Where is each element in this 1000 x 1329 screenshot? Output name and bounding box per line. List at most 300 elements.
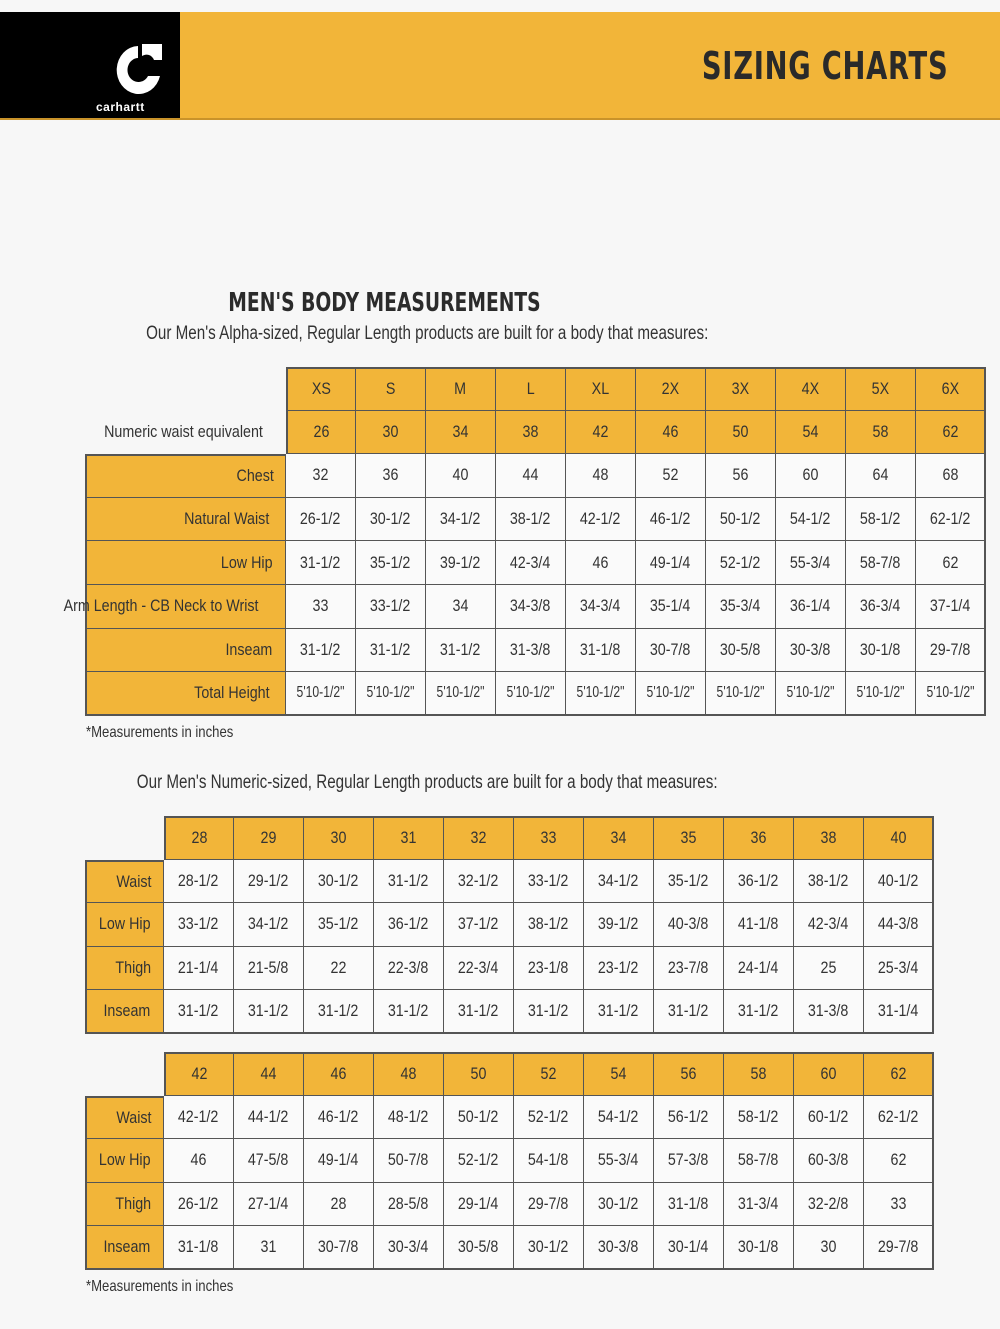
table-cell-text: 31-1/2 <box>458 1001 499 1021</box>
table-cell <box>164 1139 234 1183</box>
table-cell <box>234 1226 304 1270</box>
table-cell <box>374 860 444 904</box>
table-cell-text: 62-1/2 <box>929 509 971 529</box>
size-header-text: 33 <box>540 828 557 848</box>
table-cell <box>776 541 846 585</box>
table-cell-text: 21-1/4 <box>178 958 219 978</box>
size-header-text: 3X <box>731 379 750 399</box>
numeric-subtitle: Our Men's Numeric-sized, Regular Length products are built for a body that measures: <box>136 772 718 793</box>
table-cell <box>706 498 776 542</box>
row-label-text: Thigh <box>115 1194 152 1214</box>
table-cell <box>724 1183 794 1227</box>
table-cell-text: 46-1/2 <box>650 509 691 529</box>
table-cell-text: 39-1/2 <box>598 914 639 934</box>
table-cell <box>654 990 724 1034</box>
table-cell-text: 58-7/8 <box>860 552 901 572</box>
row-label <box>85 947 164 991</box>
table-cell <box>584 990 654 1034</box>
table-cell-text: 54-1/2 <box>598 1106 639 1126</box>
numeric-size-table-1 <box>85 816 934 1034</box>
table-cell-text: 36-1/4 <box>790 596 831 616</box>
table-cell-text: 40-1/2 <box>877 870 919 890</box>
table-cell <box>636 672 706 716</box>
table-cell-text: 44-3/8 <box>877 914 919 934</box>
table-cell-text: 30-3/4 <box>388 1237 429 1257</box>
row-label <box>85 1096 164 1140</box>
table-cell <box>496 454 566 498</box>
table-cell <box>846 629 916 673</box>
table-cell-text: 29-7/8 <box>528 1194 569 1214</box>
waist-equivalent-value <box>916 411 986 455</box>
table-cell-text: 21-5/8 <box>248 958 289 978</box>
waist-equivalent-value <box>566 411 636 455</box>
table-cell <box>724 1096 794 1140</box>
carhartt-c-icon <box>112 40 164 98</box>
table-cell-text: 60-1/2 <box>808 1106 849 1126</box>
table-corner <box>85 367 286 411</box>
table-cell <box>706 629 776 673</box>
table-cell-text: 31 <box>260 1237 277 1257</box>
table-cell <box>654 947 724 991</box>
table-cell <box>374 1139 444 1183</box>
table-cell-text: 34 <box>452 596 469 616</box>
table-cell <box>654 903 724 947</box>
table-cell <box>794 903 864 947</box>
table-cell <box>444 903 514 947</box>
size-header <box>846 367 916 411</box>
table-cell-text: 31-1/2 <box>598 1001 639 1021</box>
table-cell-text: 44-1/2 <box>248 1106 289 1126</box>
page-title: SIZING CHARTS <box>701 44 948 88</box>
table-cell-text: 31-1/2 <box>318 1001 359 1021</box>
table-cell <box>234 990 304 1034</box>
table-cell <box>706 672 776 716</box>
table-cell <box>164 947 234 991</box>
waist-equivalent-value <box>776 411 846 455</box>
table-cell <box>566 541 636 585</box>
row-label-text: Natural Waist <box>183 509 269 529</box>
waist-equivalent-value <box>496 411 566 455</box>
table-cell <box>356 672 426 716</box>
table-cell-text: 50-1/2 <box>720 509 761 529</box>
table-cell-text: 42-1/2 <box>178 1106 219 1126</box>
row-label <box>85 990 164 1034</box>
table-cell <box>496 541 566 585</box>
table-cell-text: 30-1/2 <box>318 870 359 890</box>
size-header-text: 28 <box>191 828 208 848</box>
table-cell <box>864 1226 934 1270</box>
table-cell-text: 33-1/2 <box>178 914 219 934</box>
table-cell <box>234 1139 304 1183</box>
table-cell <box>444 1139 514 1183</box>
table-cell-text: 26-1/2 <box>300 509 341 529</box>
table-cell-text: 46 <box>592 552 609 572</box>
waist-equivalent-value <box>846 411 916 455</box>
table-cell <box>846 454 916 498</box>
table-cell <box>636 585 706 629</box>
table-cell <box>234 860 304 904</box>
table-cell-text: 31-3/8 <box>510 639 551 659</box>
row-label-text: Low Hip <box>220 552 273 572</box>
table-cell-text: 5'10-1/2" <box>646 683 695 701</box>
table-cell-text: 36-3/4 <box>860 596 901 616</box>
waist-equivalent-value <box>706 411 776 455</box>
table-cell <box>794 1096 864 1140</box>
size-header <box>234 816 304 860</box>
table-cell <box>426 541 496 585</box>
table-cell <box>916 629 986 673</box>
table-cell-text: 33 <box>890 1194 906 1214</box>
table-cell-text: 46 <box>190 1150 207 1170</box>
size-header <box>304 816 374 860</box>
size-header <box>514 816 584 860</box>
size-header-text: 38 <box>820 828 837 848</box>
size-header-text: 62 <box>890 1064 906 1084</box>
table-cell-text: 30-1/8 <box>738 1237 779 1257</box>
table-cell <box>496 498 566 542</box>
table-cell-text: 38-1/2 <box>808 870 849 890</box>
row-label-text: Low Hip <box>98 914 151 934</box>
table-cell-text: 30 <box>820 1237 837 1257</box>
table-cell-text: 32-1/2 <box>458 870 499 890</box>
table-cell-text: 37-1/4 <box>929 596 971 616</box>
table-cell <box>234 1183 304 1227</box>
table-cell <box>636 541 706 585</box>
table-cell-text: 33-1/2 <box>528 870 569 890</box>
table-cell <box>794 1183 864 1227</box>
table-cell-text: 49-1/4 <box>318 1150 359 1170</box>
table-cell <box>864 903 934 947</box>
table-cell <box>426 629 496 673</box>
table-cell <box>234 1096 304 1140</box>
table-cell-text: 31-1/8 <box>178 1237 219 1257</box>
table-cell-text: 37-1/2 <box>458 914 499 934</box>
table-cell <box>356 498 426 542</box>
size-header <box>514 1052 584 1096</box>
table-cell-text: 31-1/2 <box>370 639 411 659</box>
table-cell-text: 35-1/4 <box>650 596 691 616</box>
table-cell-text: 5'10-1/2" <box>716 683 765 701</box>
table-cell <box>426 585 496 629</box>
table-cell-text: 22-3/8 <box>388 958 429 978</box>
table-cell <box>286 454 356 498</box>
waist-equivalent-label-text: Numeric waist equivalent <box>104 422 263 442</box>
section-title: MEN'S BODY MEASUREMENTS <box>228 288 541 318</box>
size-header-text: 2X <box>661 379 680 399</box>
table-cell-text: 50-7/8 <box>388 1150 429 1170</box>
table-cell <box>164 903 234 947</box>
table-cell-text: 54-1/8 <box>528 1150 569 1170</box>
size-header <box>426 367 496 411</box>
table-corner <box>85 816 164 860</box>
waist-equivalent-value-text: 26 <box>313 421 330 441</box>
size-header-text: M <box>454 379 467 399</box>
table-cell <box>864 860 934 904</box>
table-cell-text: 34-1/2 <box>440 509 481 529</box>
table-cell <box>864 947 934 991</box>
table-cell <box>304 1096 374 1140</box>
table-cell <box>706 454 776 498</box>
table-cell <box>916 454 986 498</box>
table-cell <box>304 1139 374 1183</box>
table-cell <box>794 860 864 904</box>
table-cell <box>584 1183 654 1227</box>
size-header-text: 50 <box>470 1064 487 1084</box>
table-cell-text: 58-7/8 <box>738 1150 779 1170</box>
table-cell <box>654 1183 724 1227</box>
table-cell <box>514 1226 584 1270</box>
table-cell <box>584 947 654 991</box>
table-cell-text: 31-1/8 <box>580 639 621 659</box>
size-header-text: 4X <box>801 379 820 399</box>
table-cell <box>864 990 934 1034</box>
table-cell-text: 30-7/8 <box>318 1237 359 1257</box>
table-cell-text: 23-1/8 <box>528 958 569 978</box>
alpha-size-table <box>63 367 986 716</box>
size-header-text: 60 <box>820 1064 837 1084</box>
table-cell <box>636 498 706 542</box>
table-cell <box>566 672 636 716</box>
table-cell <box>304 903 374 947</box>
table-cell <box>846 585 916 629</box>
row-label-text: Waist <box>116 871 152 891</box>
table-cell <box>374 1226 444 1270</box>
size-header <box>636 367 706 411</box>
table-cell-text: 49-1/4 <box>650 552 691 572</box>
table-cell <box>566 585 636 629</box>
table-cell <box>514 1096 584 1140</box>
size-header <box>164 1052 234 1096</box>
row-label-text: Arm Length - CB Neck to Wrist <box>63 596 259 616</box>
table-cell-text: 28-1/2 <box>178 870 219 890</box>
table-cell <box>916 672 986 716</box>
size-header <box>304 1052 374 1096</box>
brand-logo[interactable] <box>0 12 180 118</box>
table-cell-text: 32 <box>312 465 329 485</box>
table-cell <box>444 1226 514 1270</box>
table-cell-text: 56 <box>732 465 749 485</box>
table-cell-text: 29-7/8 <box>877 1237 919 1257</box>
size-header-text: 34 <box>610 828 627 848</box>
table-cell-text: 52-1/2 <box>458 1150 499 1170</box>
size-header <box>706 367 776 411</box>
table-cell-text: 36-1/2 <box>738 870 779 890</box>
table-cell-text: 57-3/8 <box>668 1150 709 1170</box>
table-cell <box>304 990 374 1034</box>
size-header-text: 32 <box>470 828 487 848</box>
table-cell <box>234 947 304 991</box>
table-cell-text: 30-7/8 <box>650 639 691 659</box>
size-header <box>234 1052 304 1096</box>
table-cell <box>304 1226 374 1270</box>
table-cell <box>374 1183 444 1227</box>
table-cell <box>426 498 496 542</box>
table-cell <box>636 629 706 673</box>
alpha-subtitle: Our Men's Alpha-sized, Regular Length products are built for a body that measures: <box>146 323 709 344</box>
table-cell-text: 68 <box>942 465 958 485</box>
size-header-text: 6X <box>941 379 959 399</box>
table-cell-text: 36 <box>382 465 399 485</box>
table-cell <box>584 1096 654 1140</box>
size-header <box>444 1052 514 1096</box>
table-cell-text: 35-1/2 <box>370 552 411 572</box>
table-cell <box>444 860 514 904</box>
table-cell <box>794 990 864 1034</box>
table-cell <box>654 1139 724 1183</box>
size-header <box>356 367 426 411</box>
size-header <box>654 816 724 860</box>
numeric-size-table-2 <box>85 1052 934 1270</box>
size-header-text: 48 <box>400 1064 417 1084</box>
table-cell <box>654 860 724 904</box>
table-cell <box>356 629 426 673</box>
table-cell <box>514 903 584 947</box>
size-header <box>584 1052 654 1096</box>
table-cell-text: 30-5/8 <box>720 639 761 659</box>
row-label-text: Chest <box>236 466 274 486</box>
table-cell <box>584 903 654 947</box>
table-cell <box>724 947 794 991</box>
table-cell-text: 5'10-1/2" <box>436 683 485 701</box>
table-cell <box>374 903 444 947</box>
table-cell-text: 5'10-1/2" <box>366 683 415 701</box>
size-header-text: 35 <box>680 828 697 848</box>
row-label <box>85 629 286 673</box>
size-header-text: S <box>385 379 396 399</box>
table-cell-text: 31-3/8 <box>808 1001 849 1021</box>
size-header <box>776 367 846 411</box>
size-header <box>286 367 356 411</box>
table-cell <box>846 672 916 716</box>
table-cell-text: 40-3/8 <box>668 914 709 934</box>
table-cell-text: 38-1/2 <box>510 509 551 529</box>
table-cell-text: 62-1/2 <box>877 1106 919 1126</box>
size-header <box>864 816 934 860</box>
table-cell <box>584 860 654 904</box>
table-cell-text: 52 <box>662 465 679 485</box>
table-cell-text: 34-3/4 <box>580 596 621 616</box>
size-header <box>654 1052 724 1096</box>
size-header <box>374 816 444 860</box>
table-cell-text: 50-1/2 <box>458 1106 499 1126</box>
table-cell-text: 48 <box>592 465 609 485</box>
table-cell-text: 30-1/4 <box>668 1237 709 1257</box>
table-cell-text: 31-1/2 <box>248 1001 289 1021</box>
row-label-text: Low Hip <box>98 1150 151 1170</box>
table-cell <box>374 990 444 1034</box>
table-cell <box>566 454 636 498</box>
table-cell-text: 30-3/8 <box>598 1237 639 1257</box>
table-cell <box>496 585 566 629</box>
table-cell <box>584 1139 654 1183</box>
waist-equivalent-value-text: 58 <box>872 421 889 441</box>
table-corner <box>85 1052 164 1096</box>
table-cell-text: 54-1/2 <box>790 509 831 529</box>
table-cell <box>304 947 374 991</box>
table-cell-text: 64 <box>872 465 889 485</box>
table-cell-text: 5'10-1/2" <box>506 683 555 701</box>
table-cell <box>444 1183 514 1227</box>
table-cell-text: 47-5/8 <box>248 1150 289 1170</box>
table-cell-text: 28 <box>330 1194 347 1214</box>
size-header <box>724 816 794 860</box>
row-label-text: Waist <box>116 1107 152 1127</box>
table-cell <box>374 947 444 991</box>
table-cell <box>724 860 794 904</box>
size-header-text: 54 <box>610 1064 627 1084</box>
table-cell-text: 27-1/4 <box>248 1194 289 1214</box>
table-cell-text: 44 <box>522 465 539 485</box>
size-header-text: 56 <box>680 1064 697 1084</box>
table-cell <box>426 454 496 498</box>
row-label <box>85 454 286 498</box>
table-cell-text: 39-1/2 <box>440 552 481 572</box>
table-cell-text: 56-1/2 <box>668 1106 709 1126</box>
table-cell <box>776 585 846 629</box>
size-header-text: 46 <box>330 1064 347 1084</box>
size-header <box>864 1052 934 1096</box>
table-cell-text: 31-1/2 <box>388 870 429 890</box>
table-cell-text: 31-1/2 <box>440 639 481 659</box>
table-cell-text: 32-2/8 <box>808 1194 849 1214</box>
table-cell <box>356 454 426 498</box>
table-cell-text: 42-3/4 <box>808 914 849 934</box>
size-header <box>794 816 864 860</box>
table-cell <box>794 1139 864 1183</box>
table-cell <box>724 1226 794 1270</box>
table-cell-text: 33-1/2 <box>370 596 411 616</box>
table-cell-text: 31-1/2 <box>178 1001 219 1021</box>
table-cell-text: 62 <box>890 1150 906 1170</box>
size-header <box>916 367 986 411</box>
table-cell-text: 30-5/8 <box>458 1237 499 1257</box>
table-cell-text: 33 <box>312 596 329 616</box>
waist-equivalent-value <box>636 411 706 455</box>
table-cell-text: 5'10-1/2" <box>786 683 835 701</box>
table-cell-text: 46-1/2 <box>318 1106 359 1126</box>
size-header-text: 44 <box>260 1064 277 1084</box>
table-cell-text: 48-1/2 <box>388 1106 429 1126</box>
size-header-text: 30 <box>330 828 347 848</box>
table-cell <box>706 541 776 585</box>
table-cell-text: 25-3/4 <box>877 958 919 978</box>
table-cell-text: 5'10-1/2" <box>856 683 905 701</box>
table-cell-text: 31-3/4 <box>738 1194 779 1214</box>
waist-equivalent-value-text: 30 <box>382 421 399 441</box>
measurement-note: *Measurements in inches <box>86 724 234 741</box>
table-cell <box>426 672 496 716</box>
size-header <box>584 816 654 860</box>
table-cell-text: 60-3/8 <box>808 1150 849 1170</box>
table-cell-text: 58-1/2 <box>860 509 901 529</box>
table-cell <box>164 860 234 904</box>
waist-equivalent-label <box>85 411 286 455</box>
table-cell-text: 29-1/4 <box>458 1194 499 1214</box>
waist-equivalent-value <box>426 411 496 455</box>
waist-equivalent-value-text: 62 <box>942 421 958 441</box>
row-label <box>63 585 286 629</box>
table-cell-text: 30-1/8 <box>860 639 901 659</box>
table-cell <box>304 1183 374 1227</box>
size-header-text: 42 <box>191 1064 208 1084</box>
size-header-text: 36 <box>750 828 767 848</box>
table-cell <box>706 585 776 629</box>
table-cell <box>514 860 584 904</box>
row-label-text: Inseam <box>103 1001 151 1021</box>
size-header-text: XL <box>591 379 610 399</box>
waist-equivalent-value-text: 50 <box>732 421 749 441</box>
table-cell-text: 42-3/4 <box>510 552 551 572</box>
